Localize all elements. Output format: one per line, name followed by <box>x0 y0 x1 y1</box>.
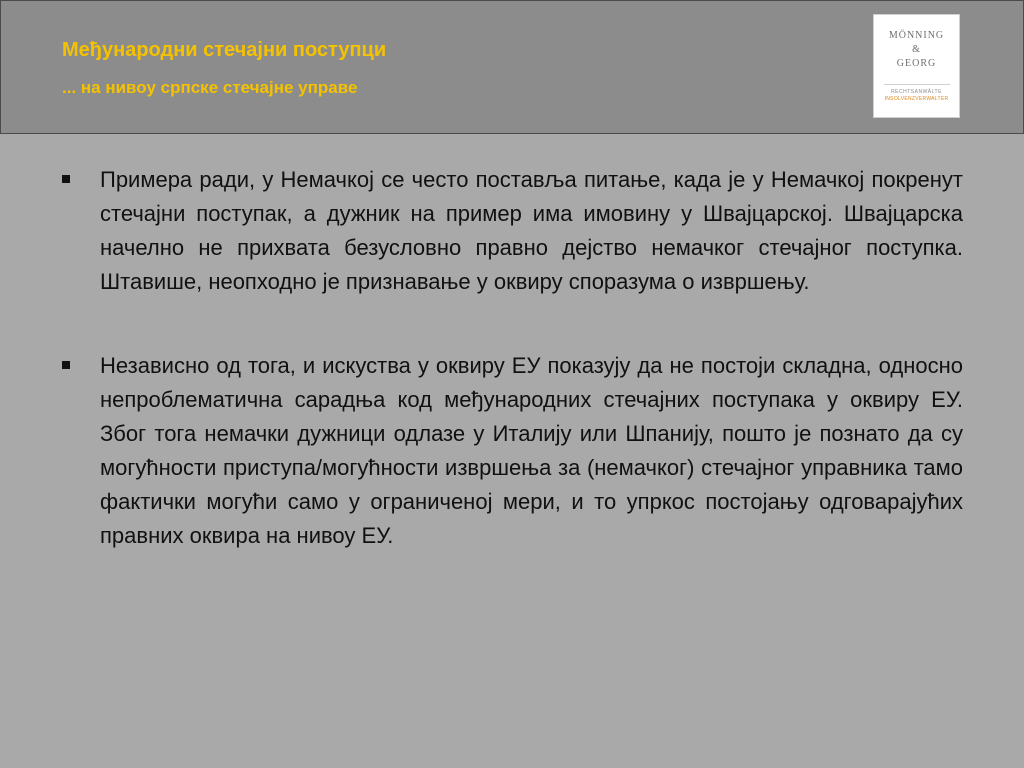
bullet-square-icon <box>62 175 70 183</box>
bullet-text: Примера ради, у Немачкој се често поставља питање, када је у Немачкој покренут стечајни поступак, а дужник на пример има имовину у Швајцарској. Швајцарска начелно не прихвата безусловно правно дејство немачког стечајног поступка. Штавише, неопходно је признавање у оквиру споразума о извршењу. <box>100 167 963 294</box>
logo-divider <box>884 84 950 85</box>
logo-tagline-1: RECHTSANWÄLTE <box>891 89 942 95</box>
bullet-item-2 <box>62 349 963 553</box>
logo-tagline-2: INSOLVENZVERWALTER <box>884 96 949 102</box>
logo-name-line-2: & <box>912 44 921 55</box>
bullet-item-1 <box>62 163 963 299</box>
logo-name-line-3: GEORG <box>896 58 937 69</box>
logo-name <box>874 29 959 71</box>
slide-subtitle: ... на нивоу српске стечајне управе <box>62 78 358 97</box>
slide-title: Међународни стечајни поступци <box>62 39 387 61</box>
slide-content <box>62 163 963 553</box>
bullet-square-icon <box>62 361 70 369</box>
company-logo <box>873 14 960 118</box>
slide-header <box>0 0 1024 134</box>
logo-name-line-1: MÖNNING <box>888 30 945 41</box>
bullet-text: Независно од тога, и искуства у оквиру ЕУ показују да не постоји складна, односно непроблематична сарадња код међународних стечајних поступака у оквиру ЕУ. Због тога немачки дужници одлазе у Италију или Шпанију, пошто је познато да су могућности приступа/могућности извршења за (немачког) стечајног управника тамо фактички могући само у ограниченој мери, и то упркос постојању одговарајућих правних оквира на нивоу ЕУ. <box>100 353 963 548</box>
